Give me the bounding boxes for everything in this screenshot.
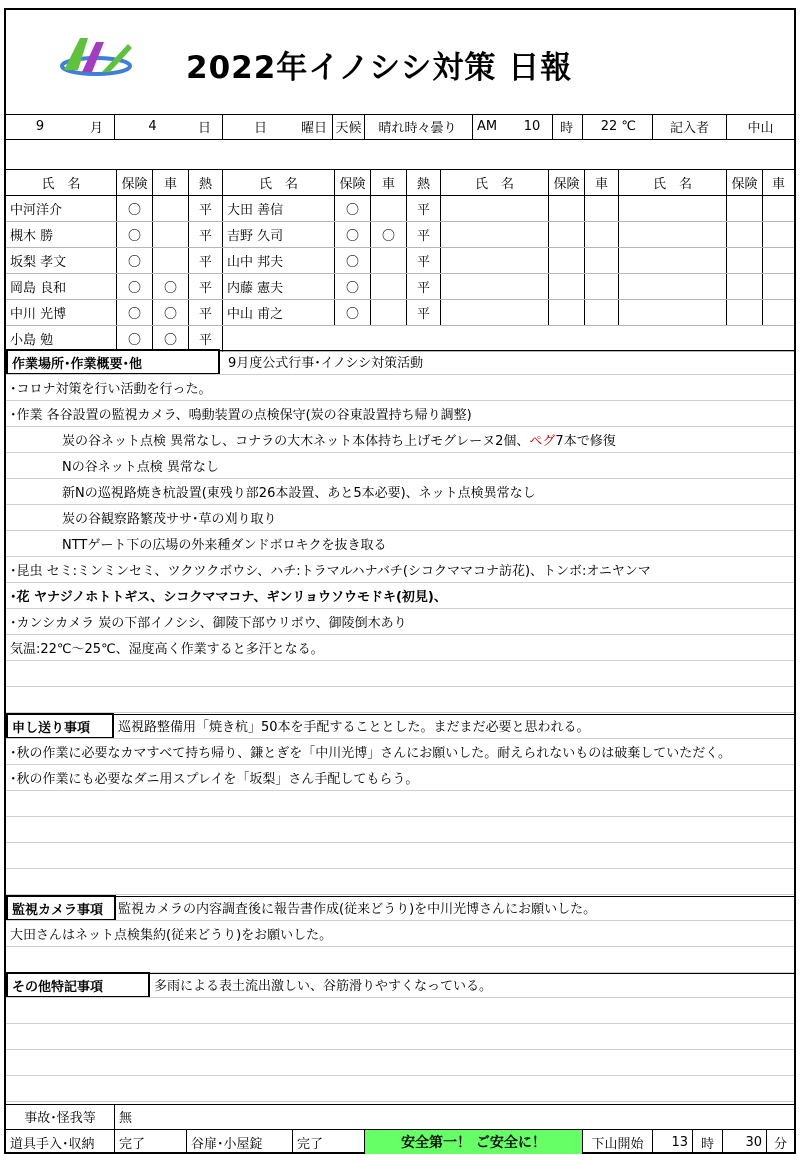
day-label: 日 <box>198 121 212 136</box>
roster-cell <box>726 222 762 247</box>
accident-value: 無 <box>114 1104 794 1129</box>
roster-row <box>6 300 794 326</box>
roster-insurance: 〇 <box>334 300 370 325</box>
work-line: 炭の谷観察路繁茂ササ･草の刈り取り <box>6 505 794 531</box>
blank-line <box>6 1050 794 1076</box>
roster-name: 中河洋介 <box>10 203 63 218</box>
roster-cell <box>726 248 762 273</box>
blank-line <box>6 869 794 895</box>
min-label: 分 <box>766 1130 794 1154</box>
recorder-value: 中山 <box>726 114 794 139</box>
roster-cell <box>726 274 762 299</box>
logo-icon <box>58 36 134 88</box>
descent-hour: 13 <box>652 1130 692 1154</box>
weather-value: 晴れ時々曇り <box>364 114 470 139</box>
roster-name: 槻木 勝 <box>10 229 54 244</box>
hour-value: 10 <box>523 119 541 134</box>
roster-cell <box>762 248 794 273</box>
weekday-label: 曜日 <box>300 121 327 136</box>
roster-cell <box>584 196 618 221</box>
roster-cell <box>584 300 618 325</box>
roster-cell <box>618 248 726 273</box>
roster-cell <box>762 300 794 325</box>
work-section-label: 作業場所･作業概要･他 <box>6 349 220 375</box>
roster-cell <box>548 222 584 247</box>
camera-line: 大田さんはネット点検集約(従来どうり)をお願いした。 <box>6 921 794 947</box>
camera-summary: 監視カメラの内容調査後に報告書作成(従来どうり)を中川光博さんにお願いした。 <box>6 895 794 921</box>
roster-header-insurance: 保険 <box>116 170 152 195</box>
blank-row <box>6 140 794 170</box>
work-line: Nの谷ネット点検 異常なし <box>6 453 794 479</box>
roster-heat: 平 <box>406 248 440 273</box>
blank-line <box>6 998 794 1024</box>
roster-insurance: 〇 <box>334 196 370 221</box>
temp-value <box>582 114 650 139</box>
tools-value: 完了 <box>114 1130 186 1154</box>
roster-car <box>152 222 188 247</box>
roster-cell <box>440 274 548 299</box>
roster-cell <box>440 196 548 221</box>
roster-header-name: 氏 名 <box>440 170 548 195</box>
roster-insurance: 〇 <box>116 274 152 299</box>
roster-heat: 平 <box>188 248 222 273</box>
roster-cell <box>548 248 584 273</box>
descent-label: 下山開始 <box>582 1130 652 1154</box>
roster-table <box>6 170 794 352</box>
tools-row <box>6 1130 794 1154</box>
hour-label: 時 <box>552 114 580 139</box>
roster-header-insurance: 保険 <box>726 170 762 195</box>
handover-section-label: 申し送り事項 <box>6 713 114 739</box>
blank-line <box>6 843 794 869</box>
recorder-label: 記入者 <box>652 114 726 139</box>
camera-section-label: 監視カメラ事項 <box>6 895 116 921</box>
roster-name: 坂梨 孝文 <box>10 255 67 270</box>
roster-header-car: 車 <box>152 170 188 195</box>
roster-heat: 平 <box>188 300 222 325</box>
work-line-text: 炭の谷ネット点検 異常なし、コナラの大木ネット本体持ち上げモグレーヌ2個、 <box>62 434 530 449</box>
blank-line <box>6 947 794 973</box>
roster-cell <box>762 222 794 247</box>
title-area <box>6 10 794 115</box>
roster-heat: 平 <box>406 274 440 299</box>
blank-line <box>6 661 794 687</box>
roster-heat: 平 <box>188 196 222 221</box>
roster-header-car: 車 <box>762 170 794 195</box>
roster-name: 内藤 憲夫 <box>222 274 334 299</box>
roster-car: 〇 <box>152 274 188 299</box>
work-line <box>6 427 794 453</box>
roster-name: 岡島 良和 <box>10 281 67 296</box>
safety-banner: 安全第一！ ご安全に！ <box>364 1130 582 1154</box>
roster-name: 中川 光博 <box>10 307 67 322</box>
blank-line <box>6 687 794 713</box>
roster-cell <box>548 300 584 325</box>
roster-cell <box>584 222 618 247</box>
work-line: 気温:22℃～25℃、湿度高く作業すると多汗となる。 <box>6 635 794 661</box>
work-summary: 9月度公式行事･イノシシ対策活動 <box>6 349 794 375</box>
roster-car <box>152 196 188 221</box>
tools-label: 道具手入･収納 <box>10 1136 95 1152</box>
roster-insurance: 〇 <box>116 248 152 273</box>
roster-insurance: 〇 <box>116 196 152 221</box>
other-summary: 多雨による表土流出激しい、谷筋滑りやすくなっている。 <box>6 972 794 998</box>
roster-car: 〇 <box>152 300 188 325</box>
roster-cell <box>548 196 584 221</box>
other-section-label: その他特記事項 <box>6 972 150 998</box>
blank-line <box>6 1076 794 1102</box>
roster-insurance: 〇 <box>116 222 152 247</box>
roster-cell <box>618 300 726 325</box>
roster-car <box>370 274 406 299</box>
roster-car <box>370 196 406 221</box>
day-value: 4 <box>114 114 190 139</box>
roster-insurance: 〇 <box>334 274 370 299</box>
roster-name: 大田 善信 <box>222 196 334 221</box>
roster-car: 〇 <box>152 326 188 351</box>
roster-header-insurance: 保険 <box>548 170 584 195</box>
work-line: ･作業 各谷設置の監視カメラ、鳴動装置の点検保守(炭の谷東設置持ち帰り調整) <box>6 401 794 427</box>
red-word: ペグ <box>529 434 556 449</box>
weekday-value: 日 <box>222 114 298 139</box>
roster-cell <box>618 222 726 247</box>
work-line: ･花 ヤナジノホトトギス、シコクママコナ、ギンリョウソウモドキ(初見)、 <box>6 583 794 609</box>
page-title: 2022年イノシシ対策 日報 <box>186 50 573 86</box>
roster-header-car: 車 <box>370 170 406 195</box>
roster-cell <box>726 300 762 325</box>
roster-header-heat: 熱 <box>188 170 222 195</box>
roster-header-heat: 熱 <box>406 170 440 195</box>
roster-row <box>6 248 794 274</box>
date-row <box>6 114 794 140</box>
roster-heat: 平 <box>188 326 222 351</box>
roster-name: 小島 勉 <box>10 333 54 348</box>
roster-row <box>6 222 794 248</box>
roster-car <box>370 300 406 325</box>
roster-row <box>6 196 794 222</box>
ampm: AM <box>472 114 512 139</box>
roster-name: 中山 甫之 <box>222 300 334 325</box>
work-line: ･コロナ対策を行い活動を行った。 <box>6 375 794 401</box>
blank-line <box>6 1024 794 1050</box>
roster-cell <box>548 274 584 299</box>
work-line: ･昆虫 セミ:ミンミンセミ、ツクツクボウシ、ハチ:トラマルハナバチ(シコクママコナ訪花)、トンボ:オニヤンマ <box>6 557 794 583</box>
roster-cell <box>440 300 548 325</box>
accident-row <box>6 1104 794 1130</box>
handover-line: ･秋の作業に必要なカマすべて持ち帰り、鎌とぎを「中川光博」さんにお願いした。耐えられないものは破棄していただく。 <box>6 739 794 765</box>
roster-heat: 平 <box>406 196 440 221</box>
roster-car: 〇 <box>370 222 406 247</box>
roster-header-car: 車 <box>584 170 618 195</box>
blank-line <box>6 817 794 843</box>
roster-insurance: 〇 <box>334 248 370 273</box>
roster-cell <box>584 274 618 299</box>
weather-label: 天候 <box>332 114 364 139</box>
roster-header-name: 氏 名 <box>41 177 81 192</box>
roster-name: 吉野 久司 <box>222 222 334 247</box>
roster-cell <box>618 274 726 299</box>
work-line-tail: 7本で修復 <box>555 434 616 449</box>
door-value: 完了 <box>292 1130 364 1154</box>
month-value: 9 <box>35 119 45 134</box>
handover-line: ･秋の作業にも必要なダニ用スプレイを「坂梨」さん手配してもらう。 <box>6 765 794 791</box>
roster-header-insurance: 保険 <box>334 170 370 195</box>
roster-cell <box>618 196 726 221</box>
roster-cell <box>726 196 762 221</box>
hour-label-footer: 時 <box>692 1130 722 1154</box>
roster-insurance: 〇 <box>116 326 152 351</box>
roster-heat: 平 <box>188 274 222 299</box>
roster-insurance: 〇 <box>116 300 152 325</box>
roster-cell <box>440 222 548 247</box>
work-line: ･カンシカメラ 炭の下部イノシシ、御陵下部ウリボウ、御陵倒木あり <box>6 609 794 635</box>
roster-cell <box>440 248 548 273</box>
work-line: 新Nの巡視路焼き杭設置(東残り部26本設置、あと5本必要)、ネット点検異常なし <box>6 479 794 505</box>
roster-heat: 平 <box>406 222 440 247</box>
handover-summary: 巡視路整備用「焼き杭」50本を手配することとした。まだまだ必要と思われる。 <box>6 713 794 739</box>
temp-unit: ℃ <box>621 119 636 134</box>
roster-car <box>152 248 188 273</box>
roster-cell <box>584 248 618 273</box>
roster-car <box>370 248 406 273</box>
accident-label: 事故･怪我等 <box>24 1111 96 1126</box>
daily-report-sheet <box>4 8 796 1154</box>
roster-header-row <box>6 170 794 196</box>
door-label: 谷扉･小屋錠 <box>186 1130 292 1154</box>
roster-insurance: 〇 <box>334 222 370 247</box>
roster-heat: 平 <box>188 222 222 247</box>
blank-line <box>6 791 794 817</box>
roster-cell <box>762 274 794 299</box>
temp-number: 22 <box>600 119 618 134</box>
roster-header-name: 氏 名 <box>222 170 334 195</box>
roster-cell <box>762 196 794 221</box>
roster-heat: 平 <box>406 300 440 325</box>
descent-min: 30 <box>722 1130 766 1154</box>
work-line: NTTゲート下の広場の外来種ダンドボロキクを抜き取る <box>6 531 794 557</box>
roster-name: 山中 邦夫 <box>222 248 334 273</box>
roster-row <box>6 274 794 300</box>
month-label: 月 <box>90 121 104 136</box>
roster-header-name: 氏 名 <box>618 170 726 195</box>
